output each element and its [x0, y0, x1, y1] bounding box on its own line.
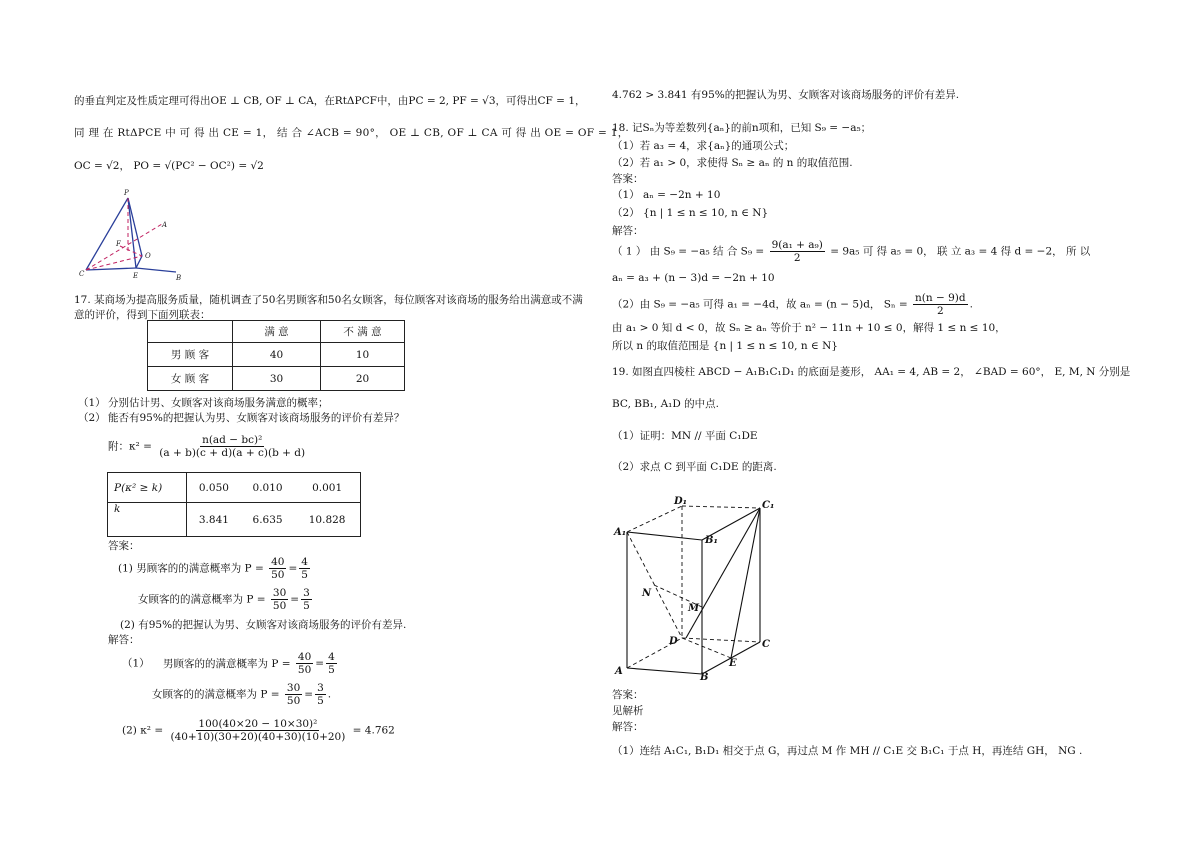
solution-label-19: 解答： — [612, 721, 644, 733]
fig-label-e: E — [133, 272, 139, 280]
critical-value-table — [107, 472, 361, 537]
table-header-cell: 满 意 — [233, 321, 321, 343]
fig-label-b1: B₁ — [705, 535, 718, 546]
fig-label-c: C — [762, 639, 770, 650]
answer-18-2: （2） {n | 1 ≤ n ≤ 10, n ∈ N} — [612, 207, 769, 219]
table-cell: k — [108, 503, 187, 537]
paragraph-line-1: 的垂直判定及性质定理可得出OE ⊥ CB, OF ⊥ CA，在RtΔPCF中，由PC = 2, PF = √3，可得出CF = 1， — [74, 95, 586, 107]
table-cell: 6.635 — [241, 503, 294, 537]
subquestion-2-number: （2） — [78, 412, 106, 424]
answer-18-1: （1） aₙ = −2n + 10 — [612, 189, 721, 201]
answer-label: 答案： — [108, 540, 140, 552]
table-cell: 10.828 — [294, 503, 360, 537]
contingency-table — [147, 320, 405, 391]
subquestion-2: 能否有95%的把握认为男、女顾客对该商场服务的评价有差异？ — [108, 412, 405, 424]
table-cell: 0.001 — [294, 473, 360, 503]
question-17-line-2: 意的评价，得到下面列联表： — [74, 309, 211, 321]
table-row — [108, 503, 361, 537]
question-18: 18. 记Sₙ为等差数列{aₙ}的前n项和，已知 S₉ = −a₅； — [612, 122, 872, 134]
table-cell: 30 — [233, 367, 321, 391]
solution-1a: （1） 男顾客的的满意概率为 P = $\frac{40}{50}$ = $\frac{4}{5}$ — [122, 651, 335, 676]
fig-label-p: P — [124, 189, 129, 197]
fig-label-n: N — [642, 588, 652, 599]
answer-1a: (1) 男顾客的的满意概率为 P = $\frac{40}{50}$ = $\frac{4}{5}$ — [118, 556, 308, 581]
fig-label-o: O — [145, 252, 151, 260]
table-cell: 0.050 — [187, 473, 241, 503]
tetrahedron-figure — [76, 188, 186, 280]
question-18-part-1: （1）若 a₃ = 4，求{aₙ}的通项公式； — [612, 140, 795, 152]
question-19-part-1: （1）证明：MN // 平面 C₁DE — [612, 430, 758, 442]
fig-label-a1: A₁ — [614, 527, 627, 538]
table-cell: 10 — [321, 343, 405, 367]
answer-label-18: 答案： — [612, 173, 644, 185]
solution-18-line-5: 所以 n 的取值范围是 {n | 1 ≤ n ≤ 10, n ∈ N} — [612, 340, 838, 352]
fig-label-b: B — [700, 672, 709, 682]
solution-18-line-4: 由 a₁ > 0 知 d < 0，故 Sₙ ≥ aₙ 等价于 n² − 11n + 10 ≤ 0，解得 1 ≤ n ≤ 10， — [612, 322, 1006, 334]
table-row — [108, 473, 361, 503]
fig-label-d: D — [669, 636, 678, 647]
table-row — [148, 367, 405, 391]
fig-label-f: F — [116, 240, 121, 248]
paragraph-line-3: OC = √2， PO = √(PC² − OC²) = √2 — [74, 160, 264, 172]
table-header-cell: 不 满 意 — [321, 321, 405, 343]
table-cell: 女 顾 客 — [148, 367, 233, 391]
fig-label-m: M — [688, 603, 700, 614]
fig-label-c1: C₁ — [762, 500, 775, 511]
solution-1b: 女顾客的的满意概率为 P = $\frac{30}{50}$ = $\frac{3}{5}$ . — [152, 682, 332, 707]
solution-18-line-2: aₙ = a₃ + (n − 3)d = −2n + 10 — [612, 272, 775, 284]
right-line-1: 4.762 > 3.841 有95%的把握认为男、女顾客对该商场服务的评价有差异. — [612, 89, 960, 101]
solution-19: （1）连结 A₁C₁, B₁D₁ 相交于点 G，再过点 M 作 MH // C₁E 交 B₁C₁ 于点 H，再连结 GH， NG . — [612, 745, 1083, 757]
table-row — [148, 343, 405, 367]
table-cell: 3.841 — [187, 503, 241, 537]
question-18-part-2: （2）若 a₁ > 0，求使得 Sₙ ≥ aₙ 的 n 的取值范围. — [612, 157, 853, 169]
solution-18-line-3: （2）由 S₉ = −a₅ 可得 a₁ = −4d，故 aₙ = (n − 5)d， Sₙ = $\frac{n(n - 9)d}{2}$ . — [612, 292, 973, 317]
table-cell: 40 — [233, 343, 321, 367]
solution-label: 解答： — [108, 634, 140, 646]
question-17-line-1: 17. 某商场为提高服务质量，随机调查了50名男顾客和50名女顾客，每位顾客对该商场的服务给出满意或不满 — [74, 294, 583, 306]
kappa-formula: 附：κ² = $\frac{\text{n(ad − bc)²}}{(a + b)(c + d)(a + c)(b + d)}$ — [108, 434, 306, 459]
table-cell: 男 顾 客 — [148, 343, 233, 367]
answer-2: (2) 有95%的把握认为男、女顾客对该商场服务的评价有差异. — [120, 619, 407, 631]
subquestion-1: 分别估计男、女顾客对该商场服务满意的概率； — [108, 397, 329, 409]
table-header-cell — [148, 321, 233, 343]
table-cell: P(κ² ≥ k) — [108, 473, 187, 503]
question-19-part-2: （2）求点 C 到平面 C₁DE 的距离. — [612, 461, 777, 473]
solution-18-line-1: （ 1 ） 由 S₉ = −a₅ 结 合 S₉ = $\frac{\text{9(a₁ + a₉)}}{2}$ = 9a₅ 可 得 a₅ = 0， 联 立 a₃ = 4 得 d = −2， 所 以 — [612, 239, 1091, 264]
answer-1b: 女顾客的的满意概率为 P = $\frac{30}{50}$ = $\frac{3}{5}$ — [138, 587, 310, 612]
fig-label-c: C — [79, 270, 85, 278]
answer-label-19: 答案： — [612, 689, 644, 701]
subquestion-1-number: （1） — [78, 397, 106, 409]
solution-2: (2) κ² = $\frac{\text{100(40×20 − 10×30)²}}{(40+10)(30+20)(40+30)(10+20)}$ = 4.762 — [122, 718, 395, 743]
fig-label-d1: D₁ — [674, 496, 688, 507]
table-cell: 20 — [321, 367, 405, 391]
paragraph-line-2: 同 理 在 RtΔPCE 中 可 得 出 CE = 1， 结 合 ∠ACB = 90°， OE ⊥ CB, OF ⊥ CA 可 得 出 OE = OF = 1， — [74, 127, 629, 139]
answer-19: 见解析 — [612, 705, 644, 717]
question-19-line-1: 19. 如图直四棱柱 ABCD − A₁B₁C₁D₁ 的底面是菱形， AA₁ = 4, AB = 2， ∠BAD = 60°， E, M, N 分别是 — [612, 366, 1131, 378]
fig-label-a: A — [162, 221, 168, 229]
table-cell: 0.010 — [241, 473, 294, 503]
fig-label-b: B — [176, 274, 182, 280]
fig-label-e: E — [729, 658, 737, 669]
fig-label-a: A — [615, 666, 623, 677]
question-19-line-2: BC, BB₁, A₁D 的中点. — [612, 398, 719, 410]
prism-figure — [612, 494, 792, 682]
solution-label-18: 解答： — [612, 225, 644, 237]
